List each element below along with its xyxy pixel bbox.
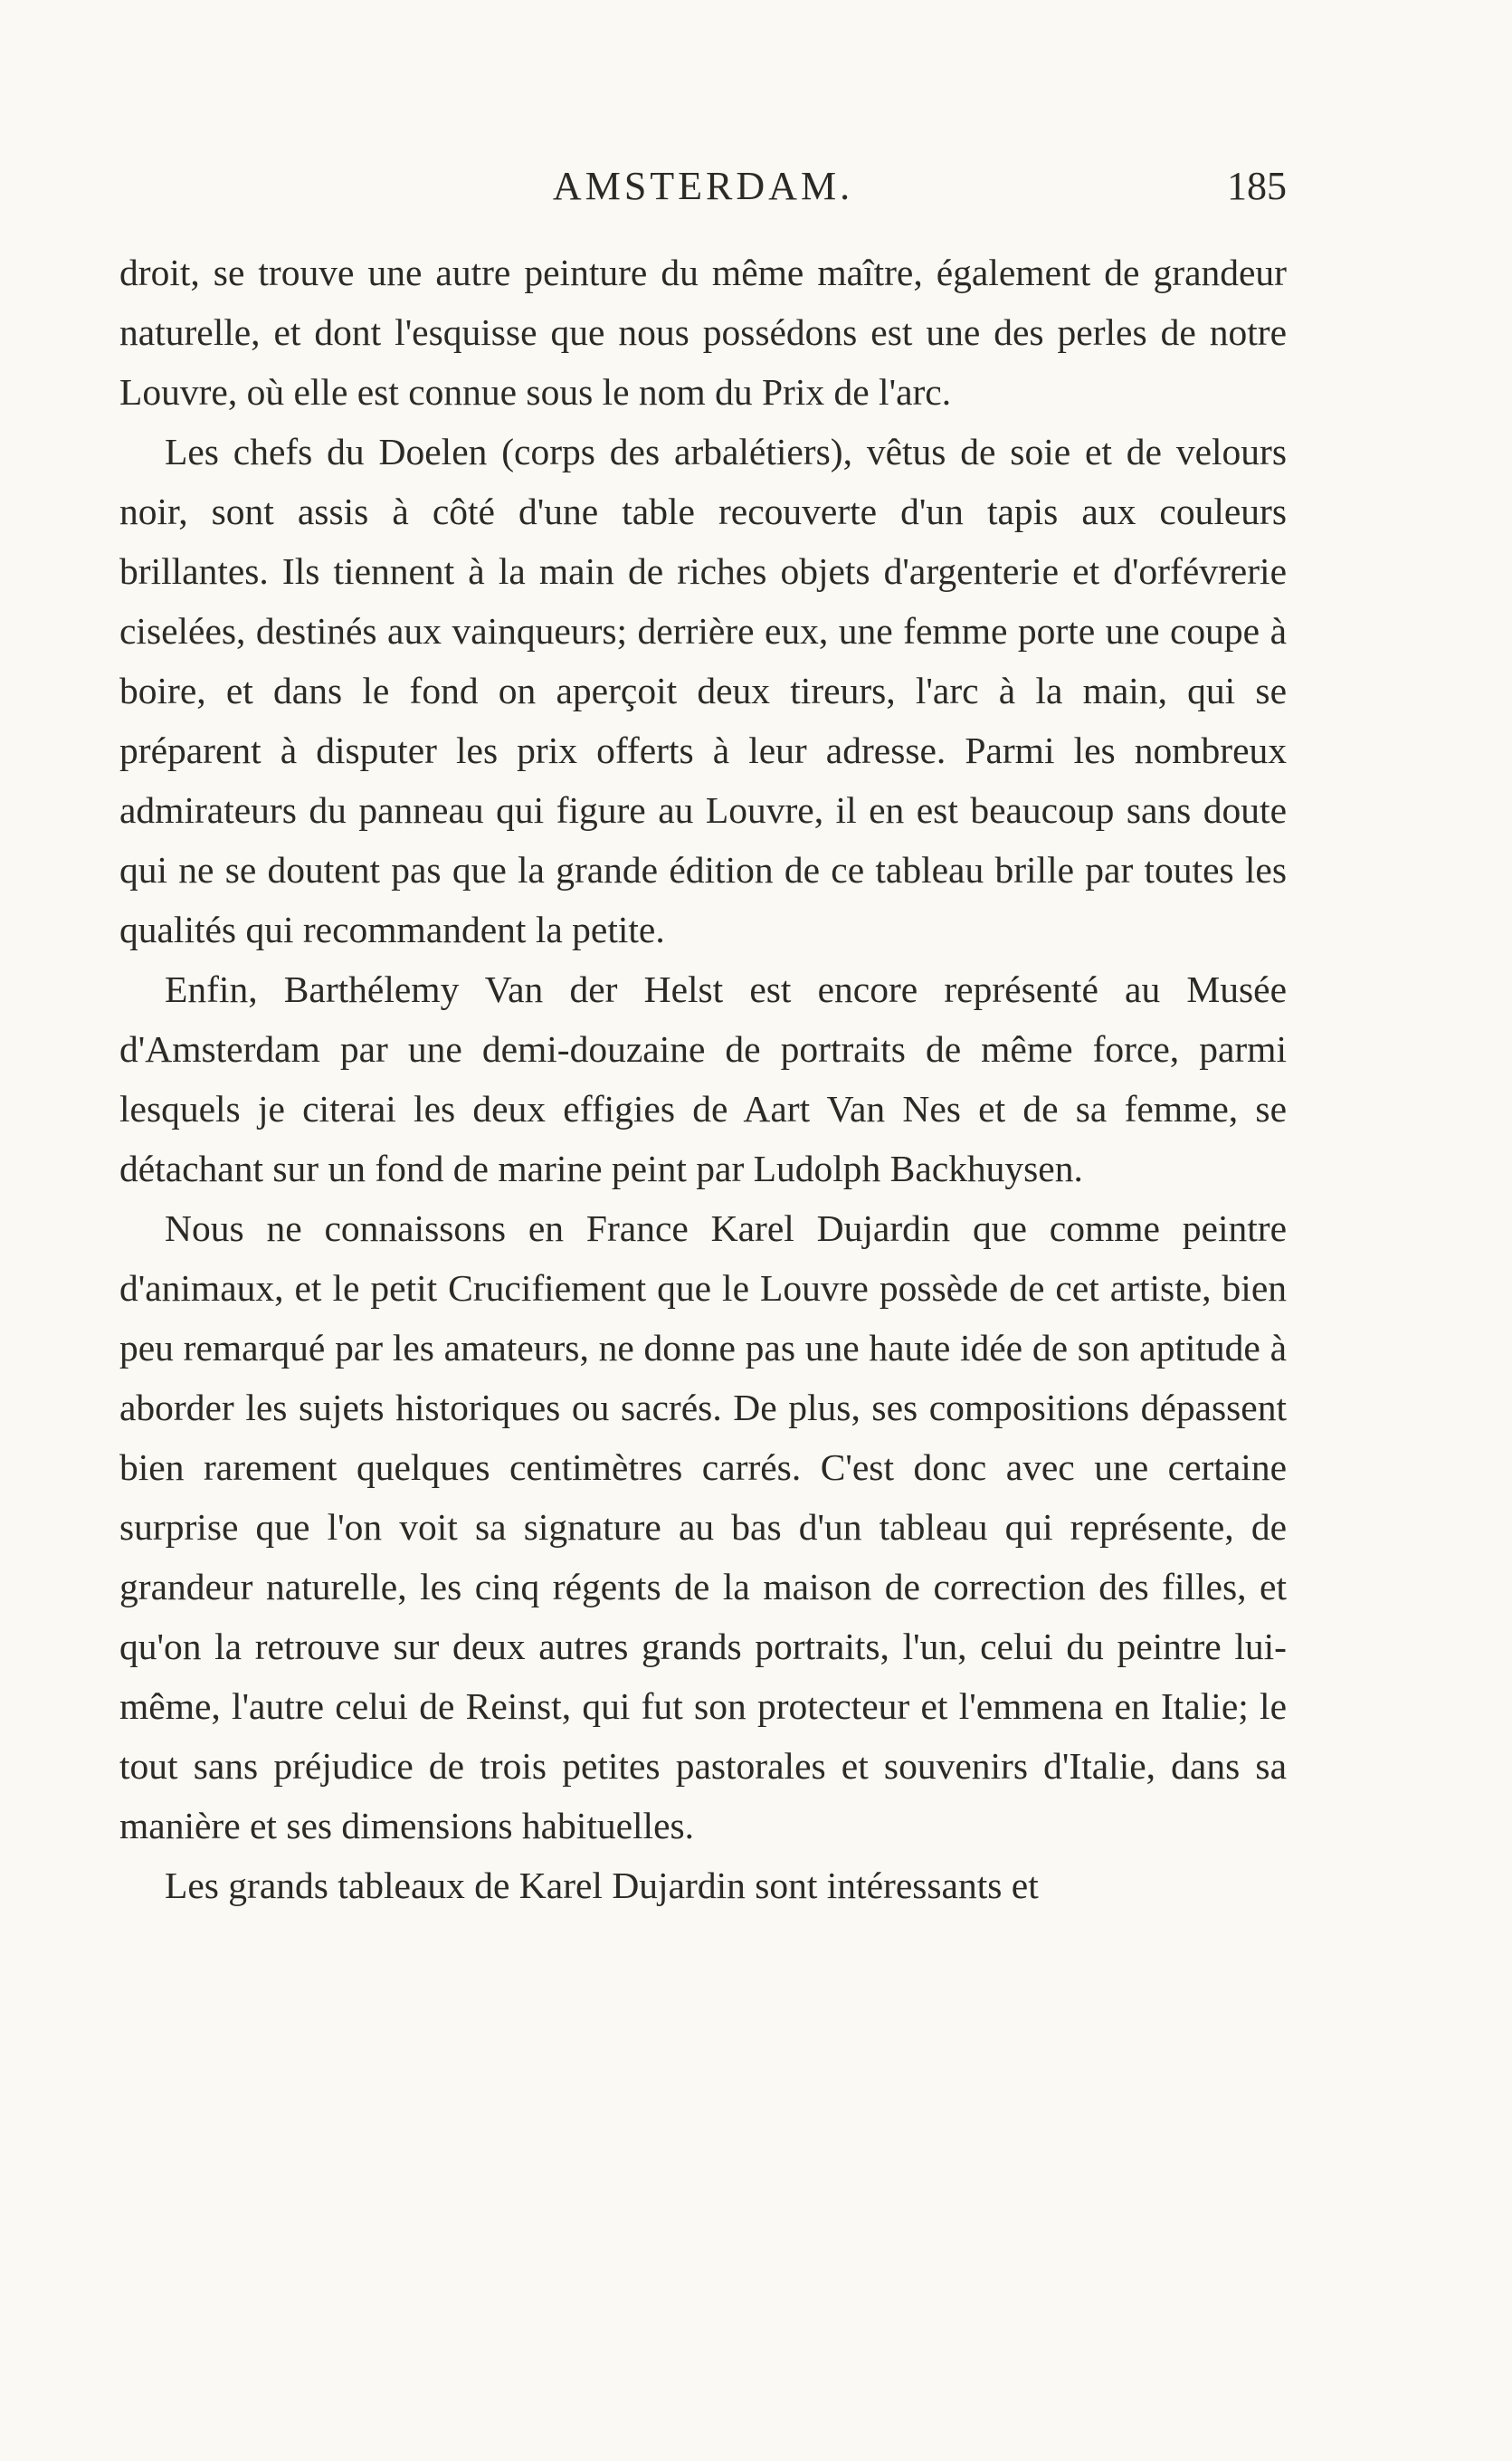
running-title: AMSTERDAM.	[552, 164, 854, 208]
paragraph: Les chefs du Doelen (corps des arbalétiers), vêtus de soie et de velours noir, sont assis à côté d'une table recouverte d'un tapis aux couleurs brillantes. Ils tiennent à la main de riches objets d'argenterie et d'orfévrerie ciselées, destinés aux vainqueurs; derrière eux, une femme porte une coupe à boire, et dans le fond on aperçoit deux tireurs, l'arc à la main, qui se préparent à disputer les prix offerts à leur adresse. Parmi les nombreux admirateurs du panneau qui figure au Louvre, il en est beaucoup sans doute qui ne se doutent pas que la grande édition de ce tableau brille par toutes les qualités qui recommandent la petite.	[119, 431, 1287, 950]
paragraph: Enfin, Barthélemy Van der Helst est encore représenté au Musée d'Amsterdam par une demi-douzaine de portraits de même force, parmi lesquels je citerai les deux effigies de Aart Van Nes et de sa femme, se détachant sur un fond de marine peint par Ludolph Backhuysen.	[119, 968, 1287, 1189]
body-text	[119, 243, 1287, 1915]
paragraph: droit, se trouve une autre peinture du même maître, également de grandeur naturelle, et dont l'esquisse que nous possédons est une des perles de notre Louvre, où elle est connue sous le nom du Prix de l'arc.	[119, 252, 1287, 413]
paragraph: Nous ne connaissons en France Karel Dujardin que comme peintre d'animaux, et le petit Crucifiement que le Louvre possède de cet artiste, bien peu remarqué par les amateurs, ne donne pas une haute idée de son aptitude à aborder les sujets historiques ou sacrés. De plus, ses compositions dépassent bien rarement quelques centimètres carrés. C'est donc avec une certaine surprise que l'on voit sa signature au bas d'un tableau qui représente, de grandeur naturelle, les cinq régents de la maison de correction des filles, et qu'on la retrouve sur deux autres grands portraits, l'un, celui du peintre lui-même, l'autre celui de Reinst, qui fut son protecteur et l'emmena en Italie; le tout sans préjudice de trois petites pastorales et souvenirs d'Italie, dans sa manière et ses dimensions habituelles.	[119, 1207, 1287, 1846]
running-head	[119, 163, 1287, 217]
page-number: 185	[1227, 164, 1287, 208]
paragraph: Les grands tableaux de Karel Dujardin sont intéressants et	[165, 1865, 1039, 1906]
